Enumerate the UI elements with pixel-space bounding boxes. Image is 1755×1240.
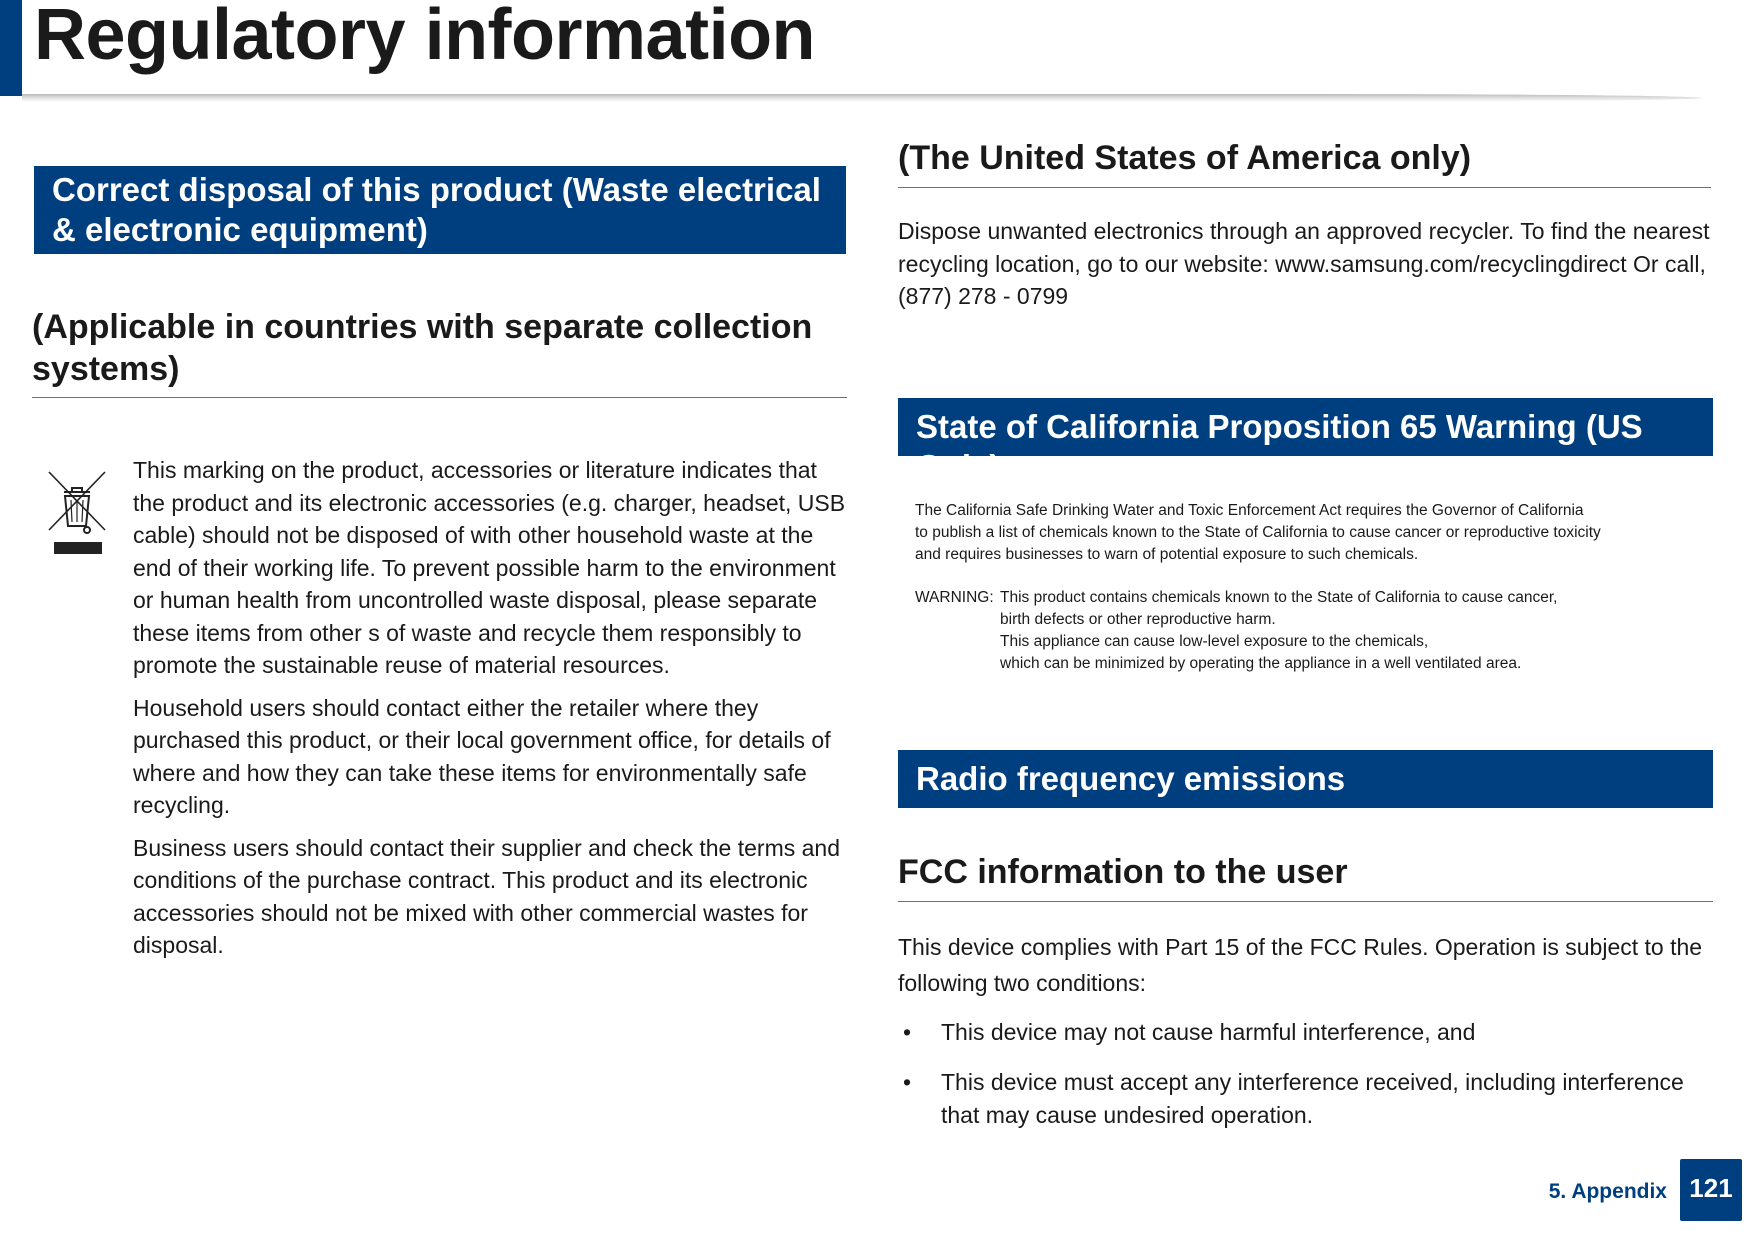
crossed-out-wheelie-bin-icon — [46, 470, 108, 562]
weee-paragraph-3: Business users should contact their supplier and check the terms and conditions of the purchase contract. This product and its electronic accessories should not be mixed with other commercial wastes for disposal. — [133, 834, 840, 958]
bullet-icon: • — [903, 1069, 912, 1095]
footer-section-label: 5. Appendix — [1548, 1180, 1667, 1203]
page-number: 121 — [1680, 1159, 1742, 1221]
us-only-heading: (The United States of America only) — [898, 137, 1711, 188]
prop65-warning — [915, 587, 1715, 675]
prop65-intro-line: to publish a list of chemicals known to the State of California to cause cancer or reproductive toxicity — [915, 524, 1601, 541]
us-recycling-text: Dispose unwanted electronics through an approved recycler. To find the nearest recycling location, go to our website: www.samsung.com/recyclingdirect Or call, (877) 278 - 0799 — [898, 218, 1710, 309]
fcc-condition-text: This device may not cause harmful interference, and — [941, 1019, 1476, 1045]
fcc-text: This device complies with Part 15 of the FCC Rules. Operation is subject to the following two conditions: — [898, 934, 1703, 996]
collection-systems-heading: (Applicable in countries with separate collection systems) — [32, 306, 847, 398]
sidebar-accent — [0, 0, 22, 96]
prop65-banner — [898, 398, 1713, 485]
rf-emissions-banner — [898, 750, 1713, 808]
prop65-warning-line: This product contains chemicals known to the State of California to cause cancer, — [1000, 589, 1558, 606]
fcc-condition-text: This device must accept any interference received, including interference that may cause undesired operation. — [941, 1069, 1684, 1128]
bullet-icon: • — [903, 1019, 912, 1045]
weee-paragraph-1: This marking on the product, accessories or literature indicates that the product and its electronic accessories (e.g. charger, headset, USB cable) should not be disposed of with other household waste at the end of their working life. To prevent possible harm to the environment or human health from uncontrolled waste disposal, please separate these items from other s of waste and recycle them responsibly to promote the sustainable reuse of material resources. — [133, 457, 846, 678]
rf-emissions-banner-text: Radio frequency emissions — [916, 760, 1346, 797]
prop65-warning-line: birth defects or other reproductive harm. — [1000, 611, 1276, 628]
prop65-banner-text: State of California Proposition 65 Warning (US Only) — [916, 408, 1643, 485]
prop65-warning-line: This appliance can cause low-level exposure to the chemicals, — [1000, 633, 1429, 650]
weee-banner-text: Correct disposal of this product (Waste electrical & electronic equipment) — [52, 171, 821, 248]
weee-banner — [34, 166, 846, 254]
title-rule — [22, 94, 1702, 102]
prop65-warning-block — [915, 500, 1715, 675]
weee-paragraph-2: Household users should contact either the retailer where they purchased this product, or their local government office, for details of where and how they can take these items for environmentally safe recycling. — [133, 694, 831, 818]
prop65-intro-line: and requires businesses to warn of potential exposure to such chemicals. — [915, 546, 1419, 563]
page-title: Regulatory information — [34, 0, 816, 75]
fcc-heading: FCC information to the user — [898, 851, 1713, 902]
prop65-warning-label: WARNING: — [915, 589, 994, 606]
prop65-warning-line: which can be minimized by operating the appliance in a well ventilated area. — [1000, 655, 1522, 672]
prop65-intro-line: The California Safe Drinking Water and Toxic Enforcement Act requires the Governor of California — [915, 502, 1584, 519]
weee-paragraphs — [133, 454, 847, 962]
